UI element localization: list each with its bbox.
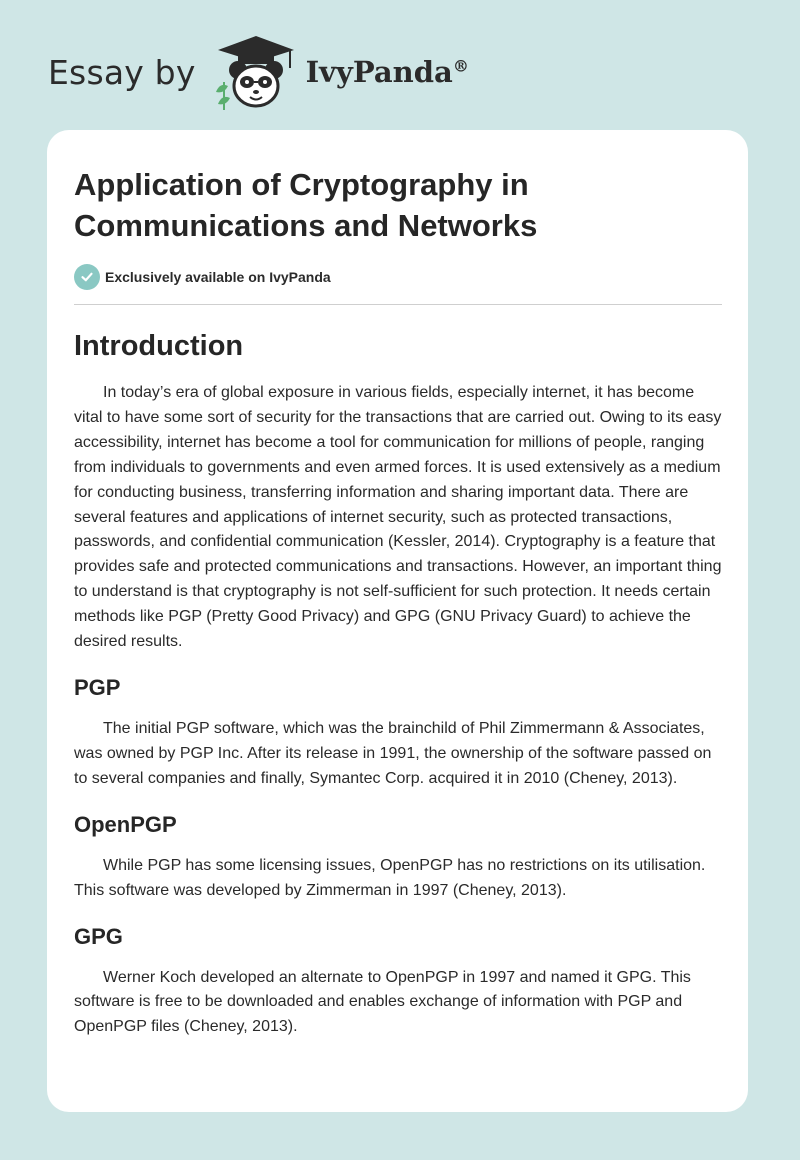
- brand-prefix: Essay by: [48, 52, 196, 92]
- essay-card: [47, 130, 748, 1112]
- section-paragraph-introduction: In today’s era of global exposure in various fields, especially internet, it has become vital to have some sort of security for the transactions that are carried out. Owing to its easy accessibility, internet has become a tool for communication for millions of people, ranging from individuals to governments and even armed forces. It is used extensively as a medium for conducting business, transferring information and sharing important data. There are several features and applications of internet security, such as protected transactions, passwords, and confidential communication (Kessler, 2014). Cryptography is a feature that provides safe and protected communications and transactions. However, an important thing to understand is that cryptography is not self-sufficient for such protection. It needs certain methods like PGP (Pretty Good Privacy) and GPG (GNU Privacy Guard) to achieve the desired results.: [74, 384, 722, 651]
- brand-name: IvyPanda®: [305, 55, 469, 89]
- section-paragraph-pgp: The initial PGP software, which was the brainchild of Phil Zimmermann & Associates, was owned by PGP Inc. After its release in 1991, the ownership of the software passed on to several companies and finally, Symantec Corp. acquired it in 2010 (Cheney, 2013).: [74, 719, 712, 787]
- title-line-2: Communications and Networks: [74, 208, 538, 243]
- badge-text: Exclusively available on IvyPanda: [105, 269, 331, 285]
- divider: [74, 304, 722, 305]
- section-heading-gpg: GPG: [74, 923, 123, 949]
- section-heading-openpgp: OpenPGP: [74, 811, 177, 837]
- exclusive-badge: [74, 264, 722, 290]
- section-heading-introduction: Introduction: [74, 330, 244, 362]
- check-circle-icon: [74, 264, 100, 290]
- section-paragraph-gpg: Werner Koch developed an alternate to OpenPGP in 1997 and named it GPG. This software is free to be downloaded and enables exchange of information with PGP and OpenPGP files (Cheney, 2013).: [74, 968, 691, 1036]
- section-paragraph-openpgp: While PGP has some licensing issues, OpenPGP has no restrictions on its utilisation. This software was developed by Zimmerman in 1997 (Cheney, 2013).: [74, 856, 706, 899]
- page-title: [74, 164, 722, 246]
- title-line-1: Application of Cryptography in: [74, 167, 529, 202]
- brand-header[interactable]: [48, 32, 469, 112]
- panda-graduate-icon: [210, 32, 302, 112]
- section-heading-pgp: PGP: [74, 674, 121, 700]
